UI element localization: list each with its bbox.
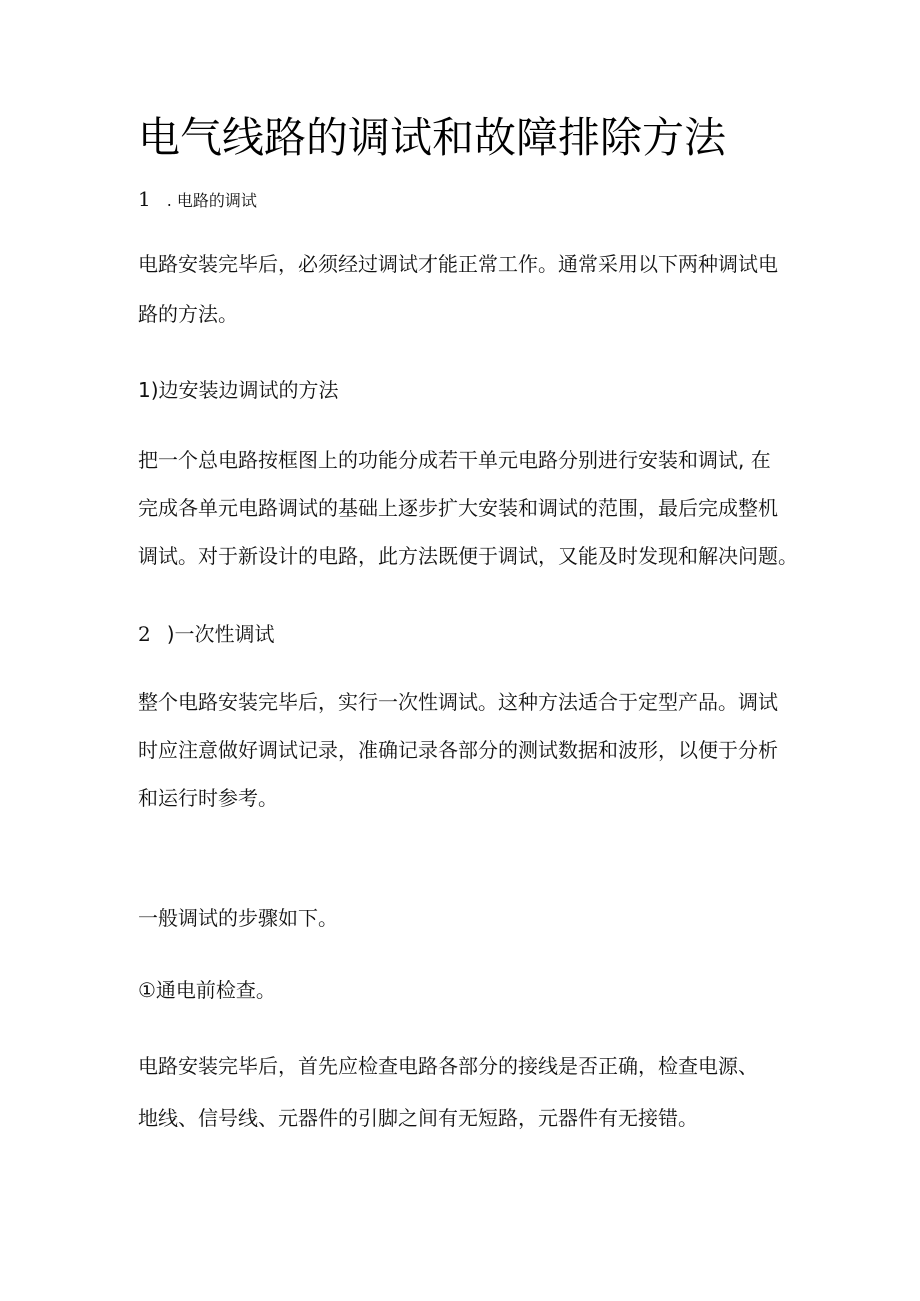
intro-line-1: 电路安装完毕后，必须经过调试才能正常工作。通常采用以下两种调试电 xyxy=(138,252,778,276)
document-title: 电气线路的调试和故障排除方法 xyxy=(138,113,727,162)
step1-line-1: 电路安装完毕后，首先应检查电路各部分的接线是否正确，检查电源、 xyxy=(138,1054,758,1078)
method1-line-3: 调试。对于新设计的电路，此方法既便于调试，又能及时发现和解决问题。 xyxy=(138,544,798,568)
step1-heading: ①通电前检查。 xyxy=(138,978,276,1002)
method2-line-2: 时应注意做好调试记录，准确记录各部分的测试数据和波形，以便于分析 xyxy=(138,738,778,762)
method1-line-2: 完成各单元电路调试的基础上逐步扩大安装和调试的范围，最后完成整机 xyxy=(138,496,778,520)
method1-heading: 1)边安装边调试的方法 xyxy=(138,378,339,402)
method1-line-1: 把一个总电路按框图上的功能分成若干单元电路分别进行安装和调试, 在 xyxy=(138,448,771,472)
method2-heading-text: )一次性调试 xyxy=(166,622,275,646)
steps-intro: 一般调试的步骤如下。 xyxy=(138,906,338,930)
method2-number: 2 xyxy=(138,622,151,646)
intro-line-2: 路的方法。 xyxy=(138,302,238,326)
method2-line-3: 和运行时参考。 xyxy=(138,786,278,810)
section-number: 1 xyxy=(138,187,151,211)
section-heading-circuit-debugging xyxy=(138,183,257,217)
method2-heading xyxy=(138,618,275,650)
method2-line-1: 整个电路安装完毕后，实行一次性调试。这种方法适合于定型产品。调试 xyxy=(138,690,778,714)
step1-line-2: 地线、信号线、元器件的引脚之间有无短路，元器件有无接错。 xyxy=(138,1106,698,1130)
section-label: . 电路的调试 xyxy=(166,191,257,210)
